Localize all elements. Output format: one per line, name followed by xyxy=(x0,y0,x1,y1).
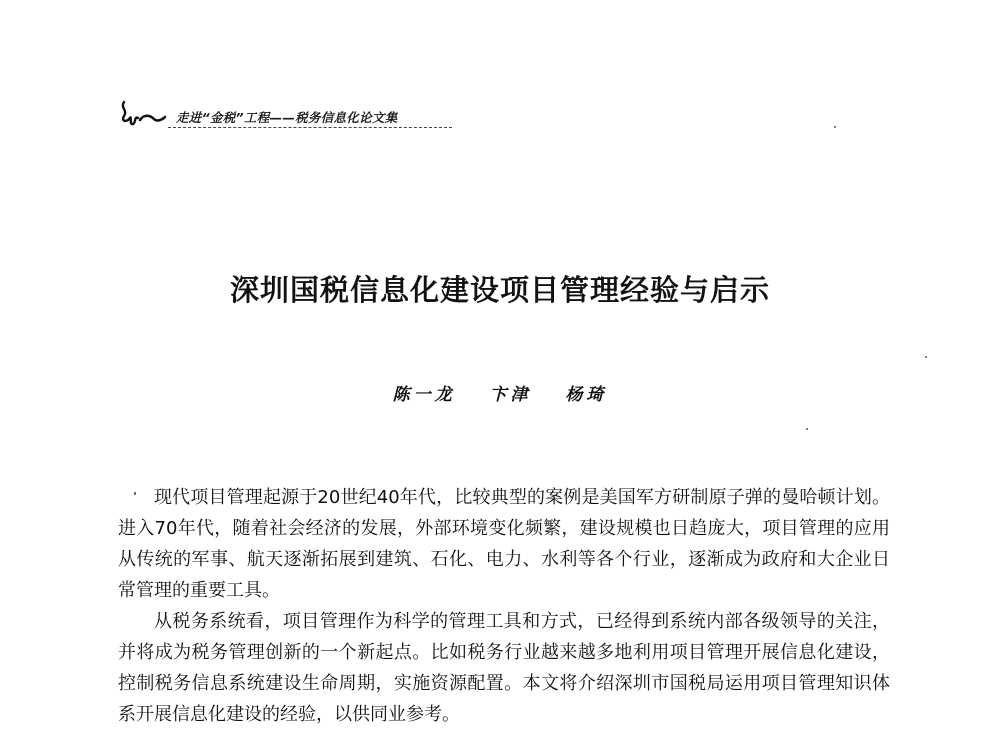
scan-speck xyxy=(134,492,136,495)
running-title: 走进“金税”工程——税务信息化论文集 xyxy=(176,110,398,125)
body-paragraph: 从税务系统看，项目管理作为科学的管理工具和方式，已经得到系统内部各级领导的关注，并将成为税务管理创新的一个新起点。比如税务行业越来越多地利用项目管理开展信息化建设，控制税务信息系统建设生命周期，实施资源配置。本文将介绍深圳市国税局运用项目管理知识体系开展信息化建设的经验，以供同业参考。 xyxy=(118,611,890,725)
header-rule xyxy=(168,127,452,128)
article-title: 深圳国税信息化建设项目管理经验与启示 xyxy=(229,273,770,307)
author-name: 陈一龙 xyxy=(392,385,456,405)
body-paragraph: 现代项目管理起源于20世纪40年代，比较典型的案例是美国军方研制原子弹的曼哈顿计划。进入70年代，随着社会经济的发展，外部环境变化频繁，建设规模也日趋庞大，项目管理的应用从传统的军事、航天逐渐拓展到建筑、石化、电力、水利等各个行业，逐渐成为政府和大企业日常管理的重要工具。 xyxy=(118,487,890,601)
running-header xyxy=(118,98,448,138)
article-body xyxy=(118,482,890,730)
series-logo-icon xyxy=(118,98,168,134)
scan-speck xyxy=(834,126,836,128)
author-name: 杨琦 xyxy=(565,385,608,405)
scan-speck xyxy=(925,356,927,358)
author-name: 卞津 xyxy=(489,385,532,405)
author-line xyxy=(0,380,1000,405)
scan-speck xyxy=(806,428,808,430)
